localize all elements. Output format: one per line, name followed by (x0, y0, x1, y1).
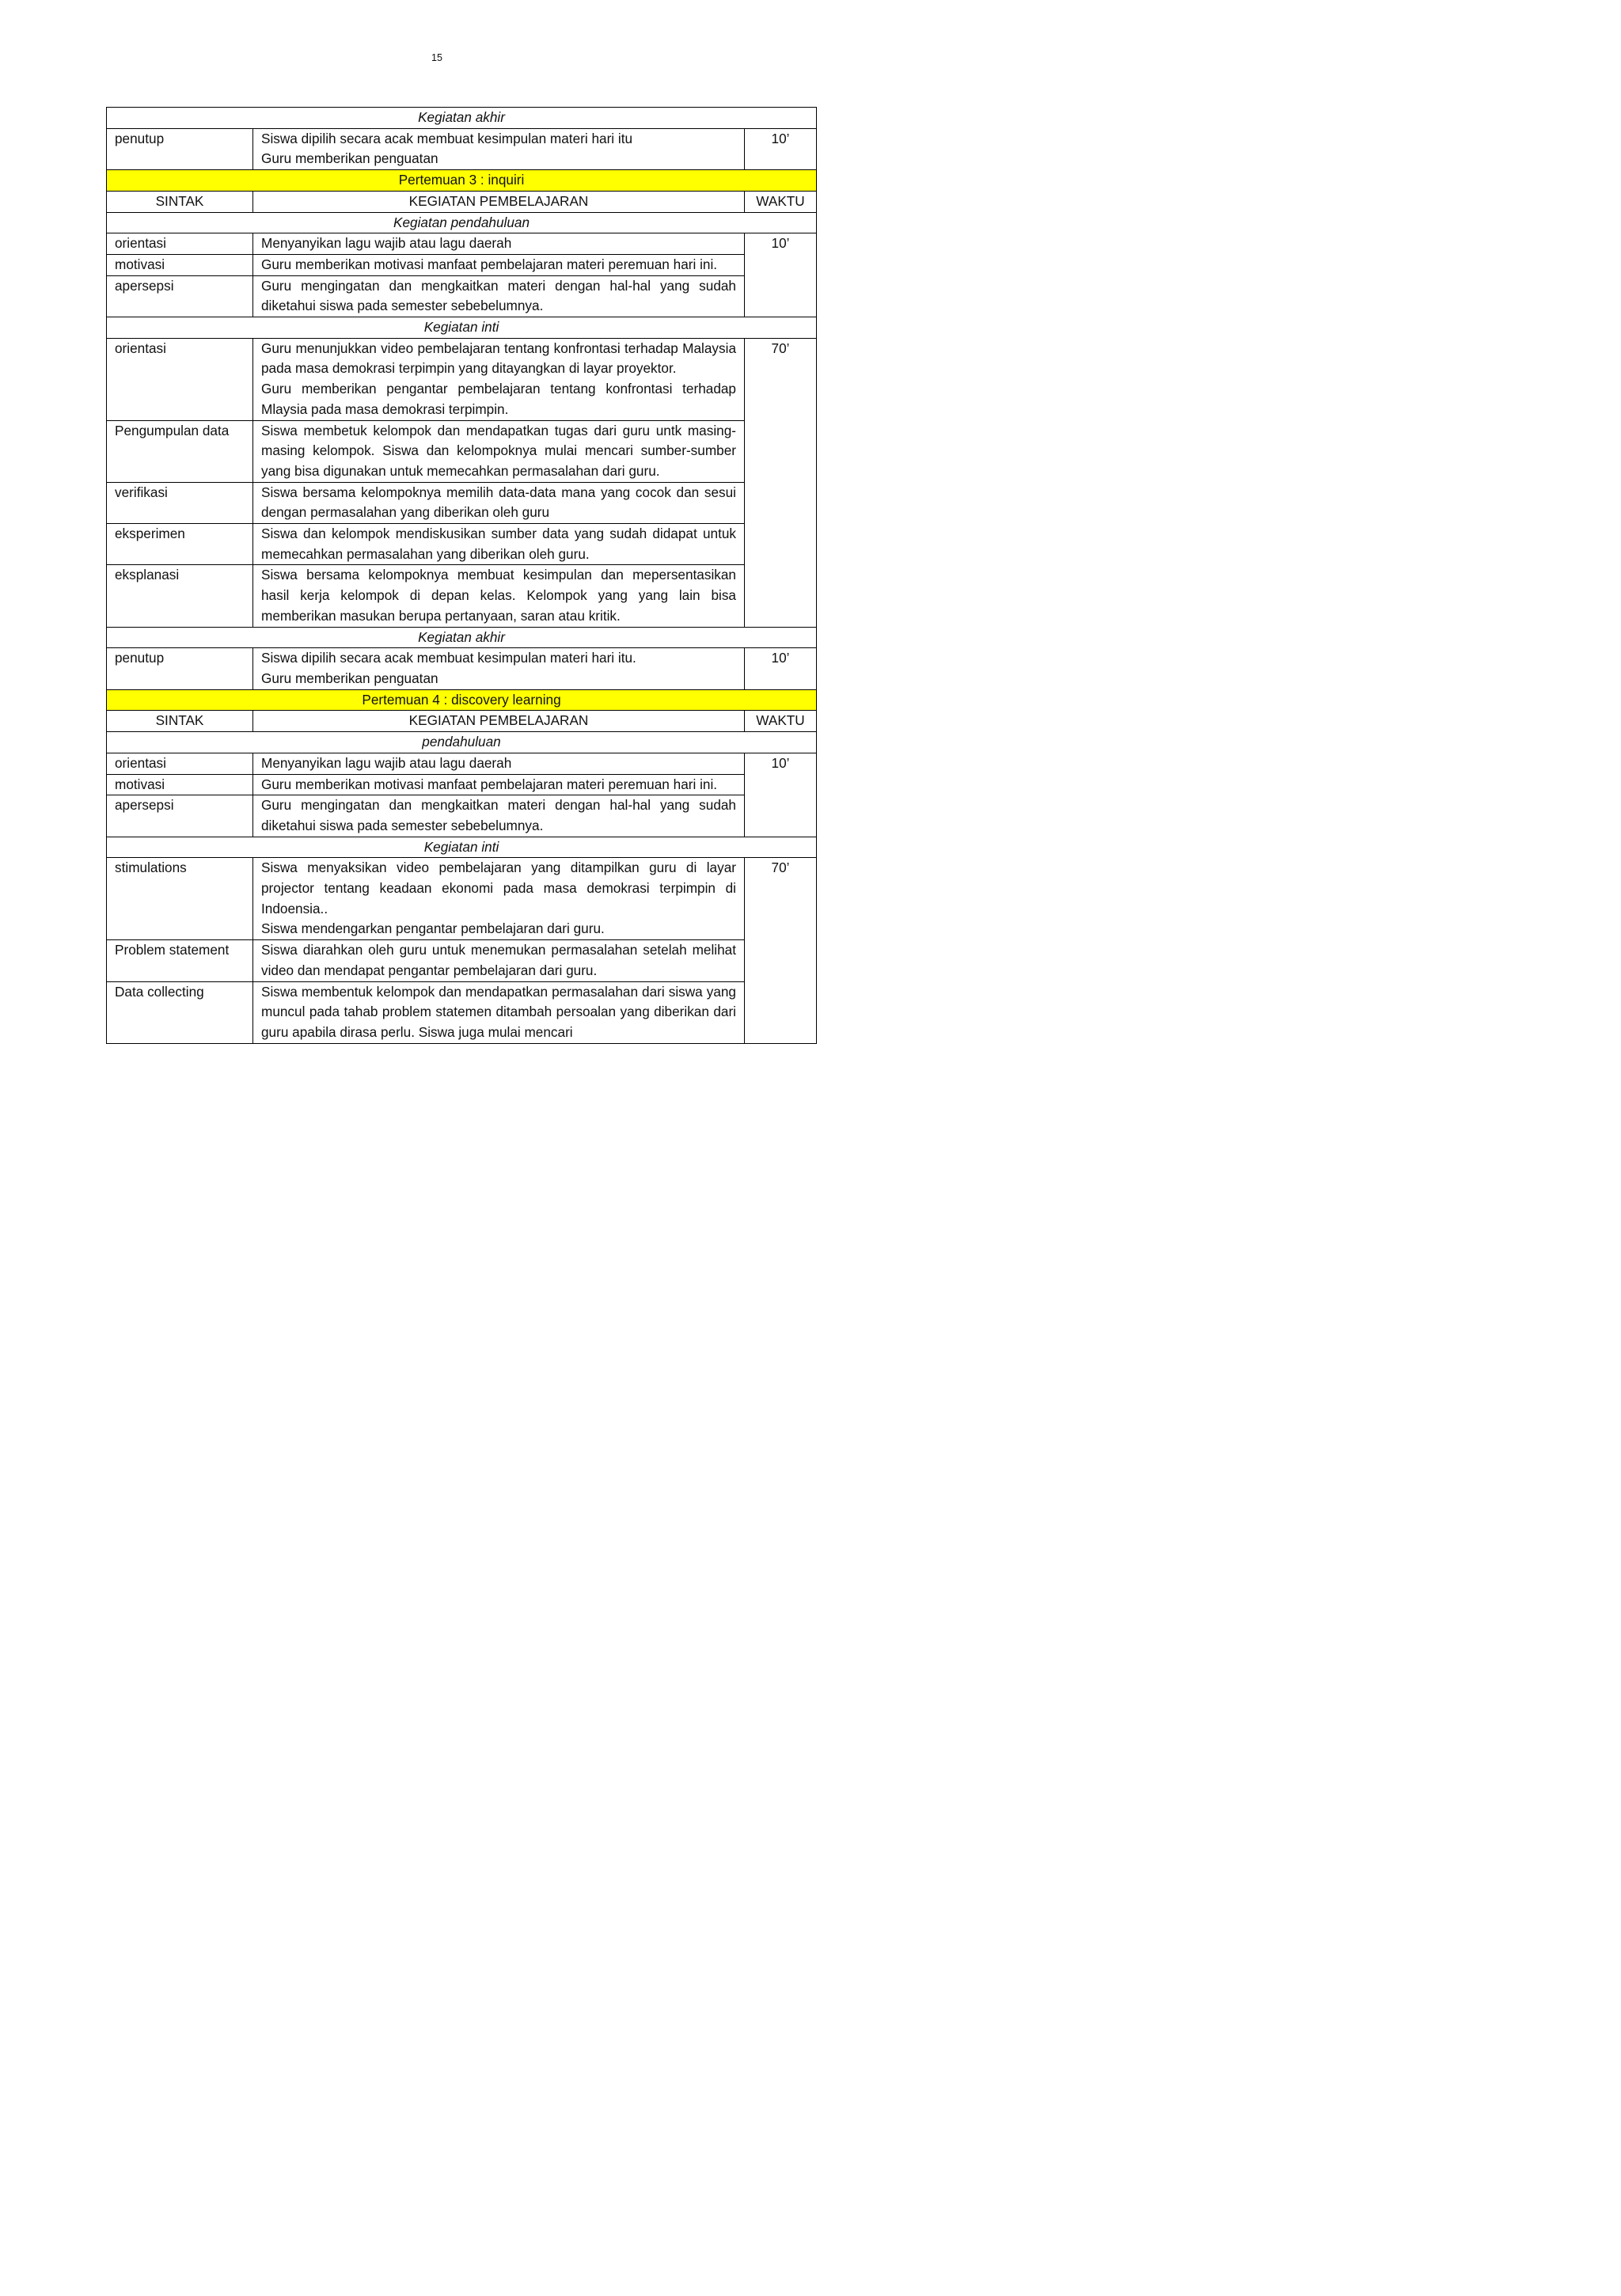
header-kegiatan: KEGIATAN PEMBELAJARAN (253, 191, 745, 212)
kegiatan-text: Siswa bersama kelompoknya membuat kesimpulan dan mepersentasikan hasil kerja kelompok di depan kelas. Kelompok yang yang lain bisa memberikan masukan berupa pertanyaan, saran atau kritik. (261, 567, 736, 624)
kegiatan-cell (253, 795, 745, 837)
kegiatan-text: Siswa diarahkan oleh guru untuk menemukan permasalahan setelah melihat video dan mendapat pengantar pembelajaran dari guru. (261, 942, 736, 978)
kegiatan-cell (253, 774, 745, 795)
section-title: Kegiatan inti (107, 317, 817, 339)
sintak-cell: motivasi (107, 774, 253, 795)
kegiatan-text: Guru memberikan motivasi manfaat pembelajaran materi peremuan hari ini. (261, 256, 718, 272)
table-row (107, 648, 817, 689)
header-sintak: SINTAK (107, 191, 253, 212)
kegiatan-cell (253, 275, 745, 317)
sintak-cell: Problem statement (107, 940, 253, 981)
kegiatan-cell (253, 648, 745, 689)
kegiatan-cell (253, 420, 745, 482)
kegiatan-text: Guru memberikan pengantar pembelajaran tentang konfrontasi terhadap Mlaysia pada masa demokrasi terpimpin. (261, 381, 736, 417)
kegiatan-text: Menyanyikan lagu wajib atau lagu daerah (261, 235, 512, 252)
table-row (107, 774, 817, 795)
waktu-cell: 10’ (745, 648, 817, 689)
sintak-cell: apersepsi (107, 275, 253, 317)
kegiatan-cell (253, 482, 745, 523)
sintak-cell: orientasi (107, 233, 253, 255)
column-header-row (107, 711, 817, 732)
kegiatan-text: Siswa membetuk kelompok dan mendapatkan tugas dari guru untk masing-masing kelompok. Siswa dan kelompoknya mulai mencari sumber-sumber yang bisa digunakan untuk memecahkan permasalahan dari guru. (261, 422, 736, 479)
table-row (107, 338, 817, 420)
table-row (107, 940, 817, 981)
kegiatan-cell (253, 940, 745, 981)
kegiatan-text: Siswa dan kelompok mendiskusikan sumber data yang sudah didapat untuk memecahkan permasalahan yang diberikan oleh guru. (261, 526, 736, 562)
header-kegiatan: KEGIATAN PEMBELAJARAN (253, 711, 745, 732)
section-kegiatan-akhir-top (107, 108, 817, 129)
page-number: 15 (431, 52, 442, 63)
kegiatan-text: Guru memberikan motivasi manfaat pembelajaran materi peremuan hari ini. (261, 776, 718, 792)
sintak-cell: orientasi (107, 338, 253, 420)
table-row (107, 795, 817, 837)
sintak-cell: eksperimen (107, 524, 253, 565)
kegiatan-cell (253, 128, 745, 169)
table-row (107, 420, 817, 482)
kegiatan-text: Menyanyikan lagu wajib atau lagu daerah (261, 754, 512, 771)
section-inti (107, 317, 817, 339)
kegiatan-cell (253, 338, 745, 420)
table-row (107, 524, 817, 565)
kegiatan-cell (253, 858, 745, 940)
table-row (107, 858, 817, 940)
section-title: Kegiatan pendahuluan (107, 212, 817, 233)
sintak-cell: penutup (107, 128, 253, 169)
kegiatan-text: Siswa bersama kelompoknya memilih data-data mana yang cocok dan sesui dengan permasalahan yang diberikan oleh guru (261, 484, 736, 521)
header-sintak: SINTAK (107, 711, 253, 732)
sintak-cell: eksplanasi (107, 565, 253, 627)
kegiatan-line: Guru memberikan penguatan (261, 150, 438, 167)
waktu-cell: 10’ (745, 233, 817, 317)
kegiatan-text: Siswa menyaksikan video pembelajaran yang ditampilkan guru di layar projector tentang keadaan ekonomi pada masa demokrasi terpimpin di Indoensia.. (261, 860, 736, 917)
kegiatan-cell (253, 753, 745, 774)
header-waktu: WAKTU (745, 191, 817, 212)
sintak-cell: apersepsi (107, 795, 253, 837)
table-row (107, 753, 817, 774)
kegiatan-line: Guru memberikan penguatan (261, 670, 438, 686)
section-title: Kegiatan akhir (107, 108, 817, 129)
kegiatan-text: Guru menunjukkan video pembelajaran tentang konfrontasi terhadap Malaysia pada masa demokrasi terpimpin yang ditayangkan di layar proyektor. (261, 340, 736, 377)
sintak-cell: penutup (107, 648, 253, 689)
kegiatan-cell (253, 565, 745, 627)
kegiatan-text: Guru mengingatan dan mengkaitkan materi dengan hal-hal yang sudah diketahui siswa pada semester sebebelumnya. (261, 277, 736, 314)
sintak-cell: motivasi (107, 254, 253, 275)
table-row (107, 565, 817, 627)
section-kegiatan-akhir (107, 627, 817, 648)
column-header-row (107, 191, 817, 212)
sintak-cell: verifikasi (107, 482, 253, 523)
waktu-cell: 10’ (745, 753, 817, 837)
table-row (107, 254, 817, 275)
table-row (107, 482, 817, 523)
waktu-cell: 10’ (745, 128, 817, 169)
section-title: pendahuluan (107, 732, 817, 753)
sintak-cell: Pengumpulan data (107, 420, 253, 482)
meeting-title: Pertemuan 3 : inquiri (107, 170, 817, 192)
lesson-plan-table (106, 107, 817, 1044)
header-waktu: WAKTU (745, 711, 817, 732)
table-row (107, 981, 817, 1043)
meeting-title: Pertemuan 4 : discovery learning (107, 689, 817, 711)
waktu-cell: 70’ (745, 338, 817, 627)
kegiatan-cell (253, 233, 745, 255)
section-inti (107, 837, 817, 858)
kegiatan-text: Siswa membentuk kelompok dan mendapatkan permasalahan dari siswa yang muncul pada tahab problem statemen ditambah persoalan yang diberikan dari guru apabila dirasa perlu. Siswa juga mulai mencari (261, 983, 736, 1040)
kegiatan-text: Guru mengingatan dan mengkaitkan materi dengan hal-hal yang sudah diketahui siswa pada semester sebebelumnya. (261, 797, 736, 833)
section-title: Kegiatan akhir (107, 627, 817, 648)
kegiatan-cell (253, 254, 745, 275)
sintak-cell: Data collecting (107, 981, 253, 1043)
section-pendahuluan (107, 732, 817, 753)
section-title: Kegiatan inti (107, 837, 817, 858)
waktu-cell: 70’ (745, 858, 817, 1043)
meeting-4-title-row (107, 689, 817, 711)
table-row (107, 128, 817, 169)
kegiatan-line: Siswa dipilih secara acak membuat kesimpulan materi hari itu. (261, 650, 636, 666)
kegiatan-cell (253, 524, 745, 565)
table-row (107, 275, 817, 317)
kegiatan-cell (253, 981, 745, 1043)
meeting-3-title-row (107, 170, 817, 192)
sintak-cell: stimulations (107, 858, 253, 940)
table-row (107, 233, 817, 255)
sintak-cell: orientasi (107, 753, 253, 774)
kegiatan-text: Siswa mendengarkan pengantar pembelajaran dari guru. (261, 920, 605, 937)
kegiatan-line: Siswa dipilih secara acak membuat kesimpulan materi hari itu (261, 130, 633, 146)
section-pendahuluan (107, 212, 817, 233)
